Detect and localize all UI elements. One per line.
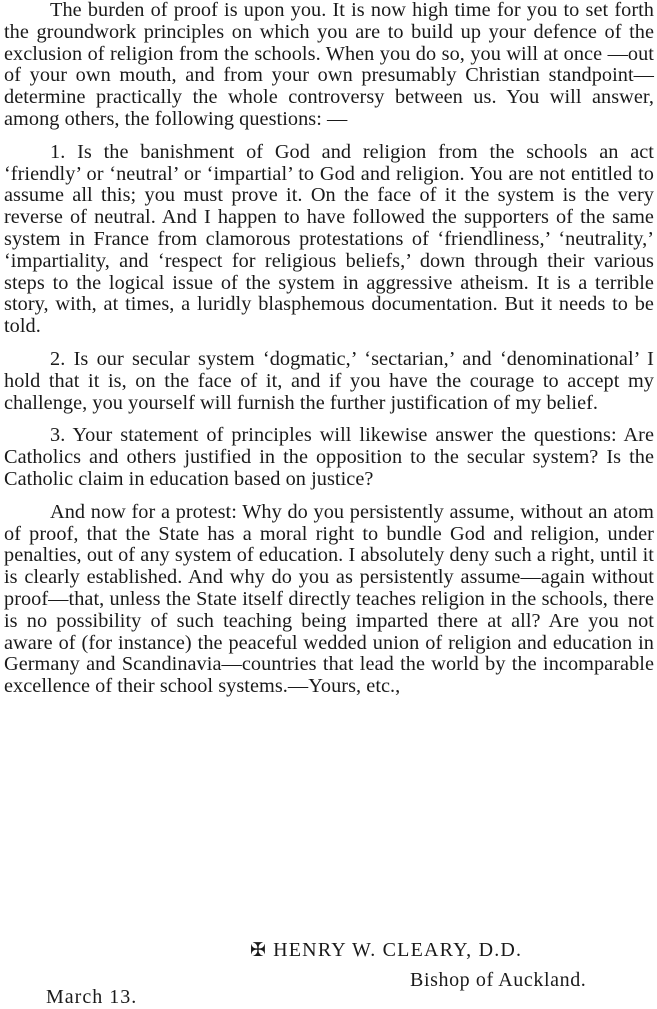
paragraph-question-2: 2. Is our secular system ‘dogmatic,’ ‘sectarian,’ and ‘denominational’ I hold that it is, on the face of it, and if you have the courage to accept my challenge, you yourself will furnish the further justification of my belief. (4, 347, 654, 414)
signatory-title: Bishop of Auckland. (410, 969, 587, 991)
paragraph-intro: The burden of proof is upon you. It is now high time for you to set forth the groundwork principles on which you are to build up your defence of the exclusion of religion from the schools. When you do so, you will at once —out of your own mouth, and from your own presumably Christian standpoint—determine practically the whole controversy between us. You will answer, among others, the following questions: — (4, 0, 654, 130)
letter-body (4, 0, 654, 698)
letter-date: March 13. (46, 986, 138, 1008)
maltese-cross-icon: ✠ (250, 940, 268, 961)
paragraph-protest: And now for a protest: Why do you persistently assume, without an atom of proof, that the State has a moral right to bundle God and religion, under penalties, out of any system of education. I absolutely deny such a right, until it is clearly established. And why do you as persistently assume—again without proof—that, unless the State itself directly teaches religion in the schools, there is no possibility of such teaching being imparted there at all? Are you not aware of (for instance) the peaceful wedded union of religion and education in Germany and Scandinavia—countries that lead the world by the incomparable excellence of their school systems.—Yours, etc., (4, 500, 654, 698)
signatory-name: HENRY W. CLEARY, D.D. (273, 939, 523, 961)
paragraph-question-3: 3. Your statement of principles will likewise answer the questions: Are Catholics and others justified in the opposition to the secular system? Is the Catholic claim in education based on justice? (4, 424, 654, 490)
signature-line (250, 939, 522, 962)
paragraph-question-1: 1. Is the banishment of God and religion from the schools an act ‘friendly’ or ‘neutral’ or ‘impartial’ to God and religion. You are not entitled to assume all this; you must prove it. On the face of it the system is the very reverse of neutral. And I happen to have followed the supporters of the same system in France from clamorous protestations of ‘friendliness,’ ‘neutrality,’ ‘impartiality, and ‘respect for religious beliefs,’ down through their various steps to the logical issue of the system in aggressive atheism. It is a terrible story, with, at times, a luridly blasphemous documentation. But it needs to be told. (4, 140, 654, 338)
